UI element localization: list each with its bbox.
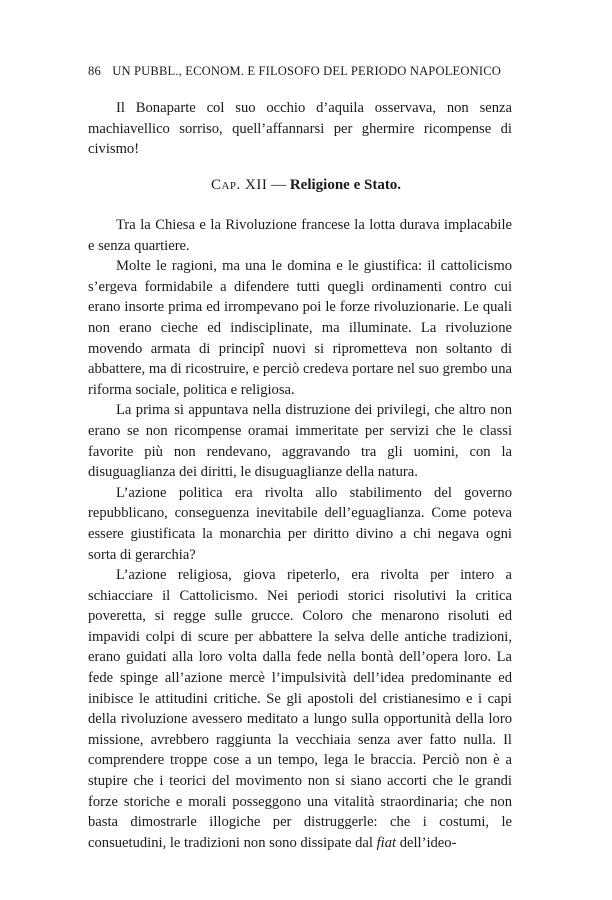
running-header (88, 64, 528, 79)
paragraph (88, 565, 512, 853)
chapter-body (88, 215, 512, 853)
running-title: UN PUBBL., ECONOM. E FILOSOFO DEL PERIODO NAPOLEONICO (112, 64, 502, 78)
paragraph: Molte le ragioni, ma una le domina e le giustifica: il cattolicismo s’ergeva formidabile a difendere tutti quegli ordinamenti contro cui erano insorte prima ed irrompevano poi le forze rivoluzionarie. Le quali non erano cieche ed indisciplinate, ma illuminate. La rivoluzione movendo armata di principî nuovi si riprometteva non soltanto di abbattere, ma di ricostruire, e perciò credeva portare nel suo grembo una riforma sociale, politica e religiosa. (88, 258, 512, 398)
paragraph: La prima si appuntava nella distruzione dei privilegi, che altro non erano se non ricompense oramai immeritate per servizi che le classi favorite più non rendevano, aggravando tra gli uomini, con la disuguaglianza dei diritti, le disuguaglianze della natura. (88, 402, 512, 481)
italic-word: fiat (376, 834, 397, 851)
paragraph: L’azione politica era rivolta allo stabilimento del governo repubblicano, conseguenza inevitabile dell’eguaglianza. Come poteva essere giustificata la monarchia per diritto divino a chi negava ogni sorta di gerarchia? (88, 484, 512, 563)
chapter-title: Religione e Stato. (289, 177, 402, 193)
page-number: 86 (88, 64, 101, 78)
paragraph: Tra la Chiesa e la Rivoluzione francese la lotta durava implacabile e senza quartiere. (88, 217, 512, 254)
paragraph-text: dell’ideo- (396, 834, 457, 851)
chapter-separator: — (271, 177, 287, 193)
paragraph-text: L’azione religiosa, giova ripeterlo, era rivolta per intero a schiacciare il Cattolicismo. Nei periodi storici risolutivi la critica poveretta, si regge sulle grucce. Coloro che menarono risoluti ed impavidi colpi di scure per abbattere la selva delle antiche tradizioni, erano guidati alla loro volta dalla fede nella bontà dell’opera loro. La fede spinge all’azione mercè l’impulsività dell’idea predominante ed inibisce le attitudini critiche. Se gli apostoli del cristianesimo e i capi della rivoluzione avessero meditato a lungo sulla opportunità della loro missione, avrebbero raggiunta la vecchiaia senza aver fatto nulla. Il comprendere troppe cose a un tempo, lega le braccia. Perciò non è a stupire che i teorici del movimento non si siano accorti che le grandi forze storiche e morali posseggono una vitalità straordinaria; che non basta dimostrarle illogiche per distruggerle: che i costumi, le consuetudini, le tradizioni non sono dissipate dal (88, 567, 512, 851)
chapter-number: Cap. XII (210, 177, 268, 193)
opening-paragraph: Il Bonaparte col suo occhio d’aquila osservava, non senza machiavellico sorriso, quell’affannarsi per ghermire ricompense di civismo! (88, 100, 512, 157)
chapter-heading (0, 177, 612, 194)
opening-text (88, 98, 512, 160)
